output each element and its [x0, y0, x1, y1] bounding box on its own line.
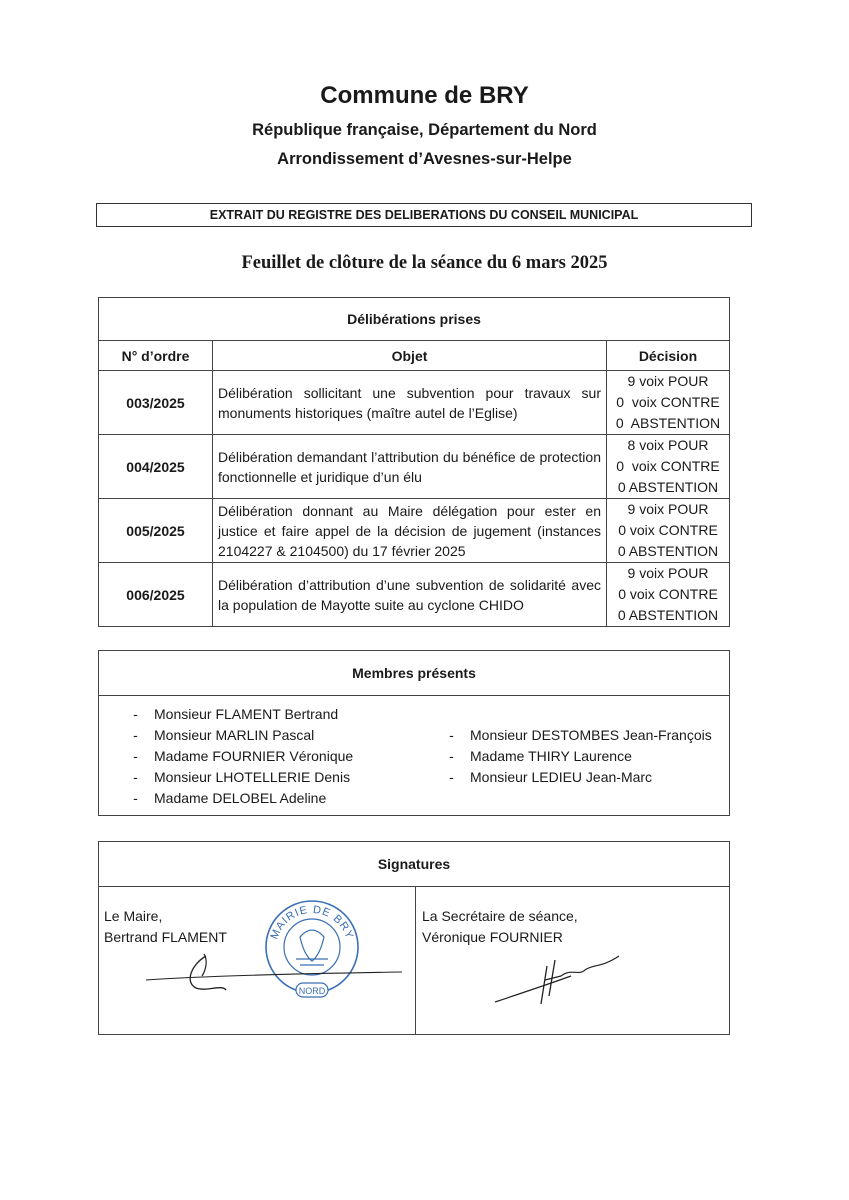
member-name: Madame FOURNIER Véronique — [154, 748, 354, 764]
signatures-caption: Signatures — [99, 842, 729, 887]
member-name: Monsieur LHOTELLERIE Denis — [154, 769, 351, 785]
svg-text:MAIRIE DE BRY — [268, 904, 355, 941]
signature-divider — [415, 886, 416, 1034]
vote-pour: 9 voix POUR — [627, 501, 709, 517]
vote-abstention: 0 ABSTENTION — [617, 543, 719, 559]
row-decision — [607, 371, 730, 435]
members-box — [98, 650, 730, 816]
members-list-left — [117, 704, 353, 809]
header-num: N° d’ordre — [99, 341, 213, 371]
row-decision — [607, 435, 730, 499]
members-list-right — [433, 725, 712, 788]
feuillet-title: Feuillet de clôture de la séance du 6 mars 2025 — [241, 253, 608, 273]
dash: - — [449, 769, 454, 785]
vote-pour: 9 voix POUR — [627, 373, 709, 389]
row-objet: Délibération donnant au Maire délégation pour ester en justice et faire appel de la décision de jugement (instances 2104227 & 2104500) du 17 février 2025 — [213, 499, 607, 563]
signatures-box — [98, 841, 730, 1035]
dash: - — [133, 727, 138, 743]
list-item — [117, 746, 353, 767]
dash: - — [449, 748, 454, 764]
members-caption: Membres présents — [99, 651, 729, 696]
secretaire-signature-icon — [489, 946, 629, 1010]
dash: - — [133, 790, 138, 806]
list-item — [117, 704, 353, 725]
table-row — [99, 563, 730, 627]
list-item — [433, 767, 712, 788]
header-objet: Objet — [213, 341, 607, 371]
stamp-top-text: MAIRIE DE BRY — [268, 903, 356, 942]
header-decision: Décision — [607, 341, 730, 371]
list-item — [117, 788, 353, 809]
member-name: Monsieur FLAMENT Bertrand — [154, 706, 339, 722]
vote-abstention: 0 ABSTENTION — [617, 479, 719, 495]
maire-block — [104, 906, 227, 948]
stamp-bottom-text: NORD — [298, 986, 326, 996]
list-item — [117, 725, 353, 746]
row-num: 003/2025 — [99, 371, 213, 435]
extrait-banner: EXTRAIT DU REGISTRE DES DELIBERATIONS DU CONSEIL MUNICIPAL — [96, 203, 752, 227]
secretaire-title: La Secrétaire de séance, — [422, 908, 578, 924]
row-num: 005/2025 — [99, 499, 213, 563]
row-objet: Délibération sollicitant une subvention pour travaux sur monuments historiques (maître autel de l’Eglise) — [213, 371, 607, 435]
vote-contre: 0 voix CONTRE — [616, 394, 720, 410]
member-name: Monsieur MARLIN Pascal — [154, 727, 315, 743]
vote-contre: 0 voix CONTRE — [616, 458, 720, 474]
table-row — [99, 435, 730, 499]
list-item — [433, 725, 712, 746]
vote-pour: 9 voix POUR — [627, 565, 709, 581]
vote-abstention: 0 ABSTENTION — [617, 607, 719, 623]
maire-name: Bertrand FLAMENT — [104, 929, 227, 945]
dash: - — [133, 748, 138, 764]
table-row — [99, 371, 730, 435]
row-num: 004/2025 — [99, 435, 213, 499]
vote-contre: 0 voix CONTRE — [618, 522, 718, 538]
list-item — [117, 767, 353, 788]
arrondissement-line: Arrondissement d’Avesnes-sur-Helpe — [277, 150, 572, 168]
row-objet: Délibération d’attribution d’une subvention de solidarité avec la population de Mayotte suite au cyclone CHIDO — [213, 563, 607, 627]
vote-pour: 8 voix POUR — [627, 437, 709, 453]
maire-signature-icon — [144, 950, 404, 1000]
row-objet: Délibération demandant l’attribution du bénéfice de protection fonctionnelle et juridique d’un élu — [213, 435, 607, 499]
secretaire-name: Véronique FOURNIER — [422, 929, 563, 945]
commune-title: Commune de BRY — [320, 82, 529, 109]
secretaire-block — [422, 906, 578, 948]
vote-contre: 0 voix CONTRE — [618, 586, 718, 602]
table-row — [99, 499, 730, 563]
member-name: Monsieur DESTOMBES Jean-François — [470, 727, 712, 743]
department-line: République française, Département du Nord — [252, 121, 597, 139]
vote-abstention: 0 ABSTENTION — [615, 415, 721, 431]
dash: - — [133, 769, 138, 785]
dash: - — [449, 727, 454, 743]
row-num: 006/2025 — [99, 563, 213, 627]
row-decision — [607, 563, 730, 627]
maire-title: Le Maire, — [104, 908, 163, 924]
member-name: Madame DELOBEL Adeline — [154, 790, 327, 806]
deliberations-table — [98, 297, 730, 627]
list-item — [433, 746, 712, 767]
deliberations-caption: Délibérations prises — [99, 298, 730, 341]
member-name: Monsieur LEDIEU Jean-Marc — [470, 769, 653, 785]
row-decision — [607, 499, 730, 563]
member-name: Madame THIRY Laurence — [470, 748, 632, 764]
dash: - — [133, 706, 138, 722]
